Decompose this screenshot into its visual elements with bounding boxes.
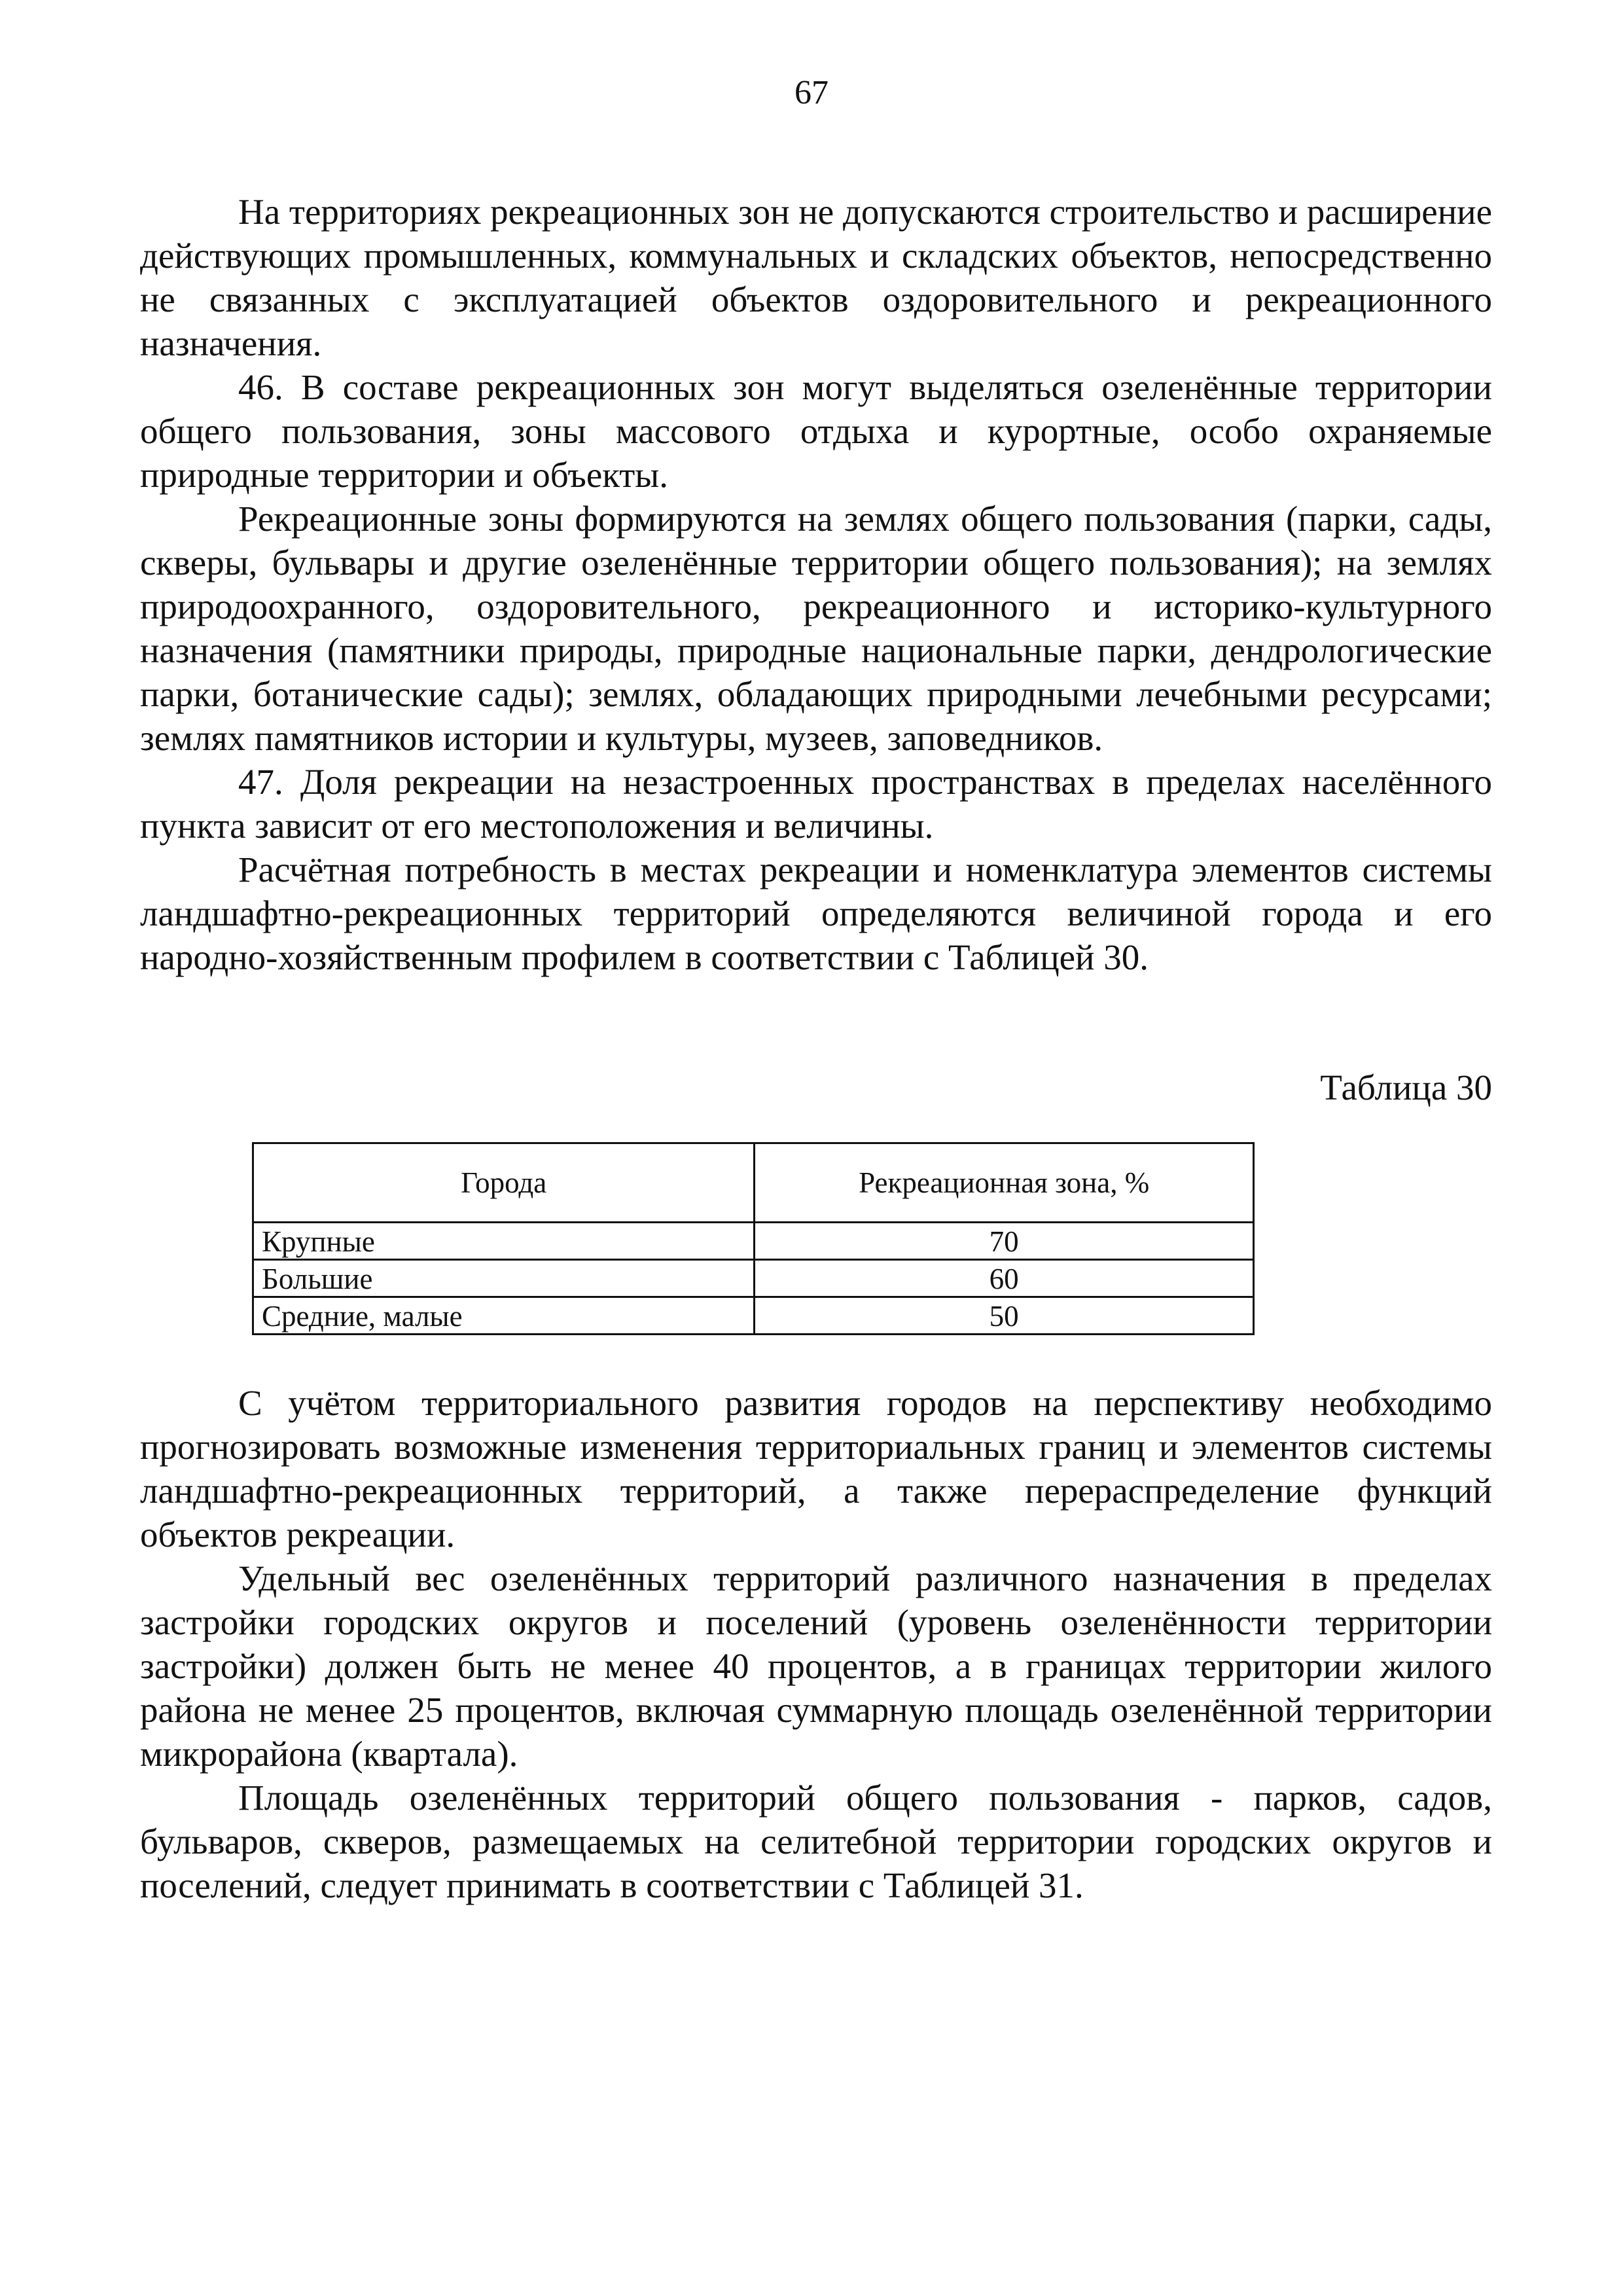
paragraph: Рекреационные зоны формируются на землях общего пользования (парки, сады, скверы, бульвары и другие озеленённые территории общего пользования); на землях природоохранного, оздоровительного, рекреационного и историко-культурного назначения (памятники природы, природные национальные парки, дендрологические парки, ботанические сады); землях, обладающих природными лечебными ресурсами; землях памятников истории и культуры, музеев, заповедников. [140, 499, 1492, 758]
table-header-row [253, 1143, 1254, 1223]
body-text-top [140, 190, 1492, 979]
table-cell-city: Крупные [253, 1223, 755, 1260]
table-row [253, 1223, 1254, 1260]
column-header-recreation-zone: Рекреационная зона, % [755, 1143, 1254, 1223]
body-text-bottom [140, 1381, 1492, 1907]
paragraph: С учётом территориального развития городов на перспективу необходимо прогнозировать возможные изменения территориальных границ и элементов системы ландшафтно-рекреационных территорий, а также перераспределение функций объектов рекреации. [140, 1383, 1492, 1554]
table-cell-city: Большие [253, 1260, 755, 1297]
paragraph: 47. Доля рекреации на незастроенных пространствах в пределах населённого пункта зависит от его местоположения и величины. [140, 762, 1492, 846]
table-cell-value: 50 [755, 1297, 1254, 1335]
table-30 [252, 1142, 1255, 1335]
table-cell-value: 70 [755, 1223, 1254, 1260]
paragraph: Расчётная потребность в местах рекреации и номенклатура элементов системы ландшафтно-рекреационных территорий определяются величиной города и его народно-хозяйственным профилем в соответствии с Таблицей 30. [140, 850, 1492, 977]
paragraph: Площадь озеленённых территорий общего пользования - парков, садов, бульваров, скверов, размещаемых на селитебной территории городских округов и поселений, следует принимать в соответствии с Таблицей 31. [140, 1778, 1492, 1905]
table-cell-value: 60 [755, 1260, 1254, 1297]
table-cell-city: Средние, малые [253, 1297, 755, 1335]
table-row [253, 1260, 1254, 1297]
paragraph: На территориях рекреационных зон не допускаются строительство и расширение действующих промышленных, коммунальных и складских объектов, непосредственно не связанных с эксплуатацией объектов оздоровительного и рекреационного назначения. [140, 192, 1492, 363]
recreation-zone-table [252, 1142, 1255, 1335]
page-number: 67 [794, 74, 829, 111]
column-header-cities: Города [253, 1143, 755, 1223]
table-caption: Таблица 30 [1320, 1067, 1492, 1107]
table-row [253, 1297, 1254, 1335]
paragraph: 46. В составе рекреационных зон могут выделяться озеленённые территории общего пользования, зоны массового отдыха и курортные, особо охраняемые природные территории и объекты. [140, 367, 1492, 495]
paragraph: Удельный вес озеленённых территорий различного назначения в пределах застройки городских округов и поселений (уровень озеленённости территории застройки) должен быть не менее 40 процентов, а в границах территории жилого района не менее 25 процентов, включая суммарную площадь озеленённой территории микрорайона (квартала). [140, 1558, 1492, 1774]
